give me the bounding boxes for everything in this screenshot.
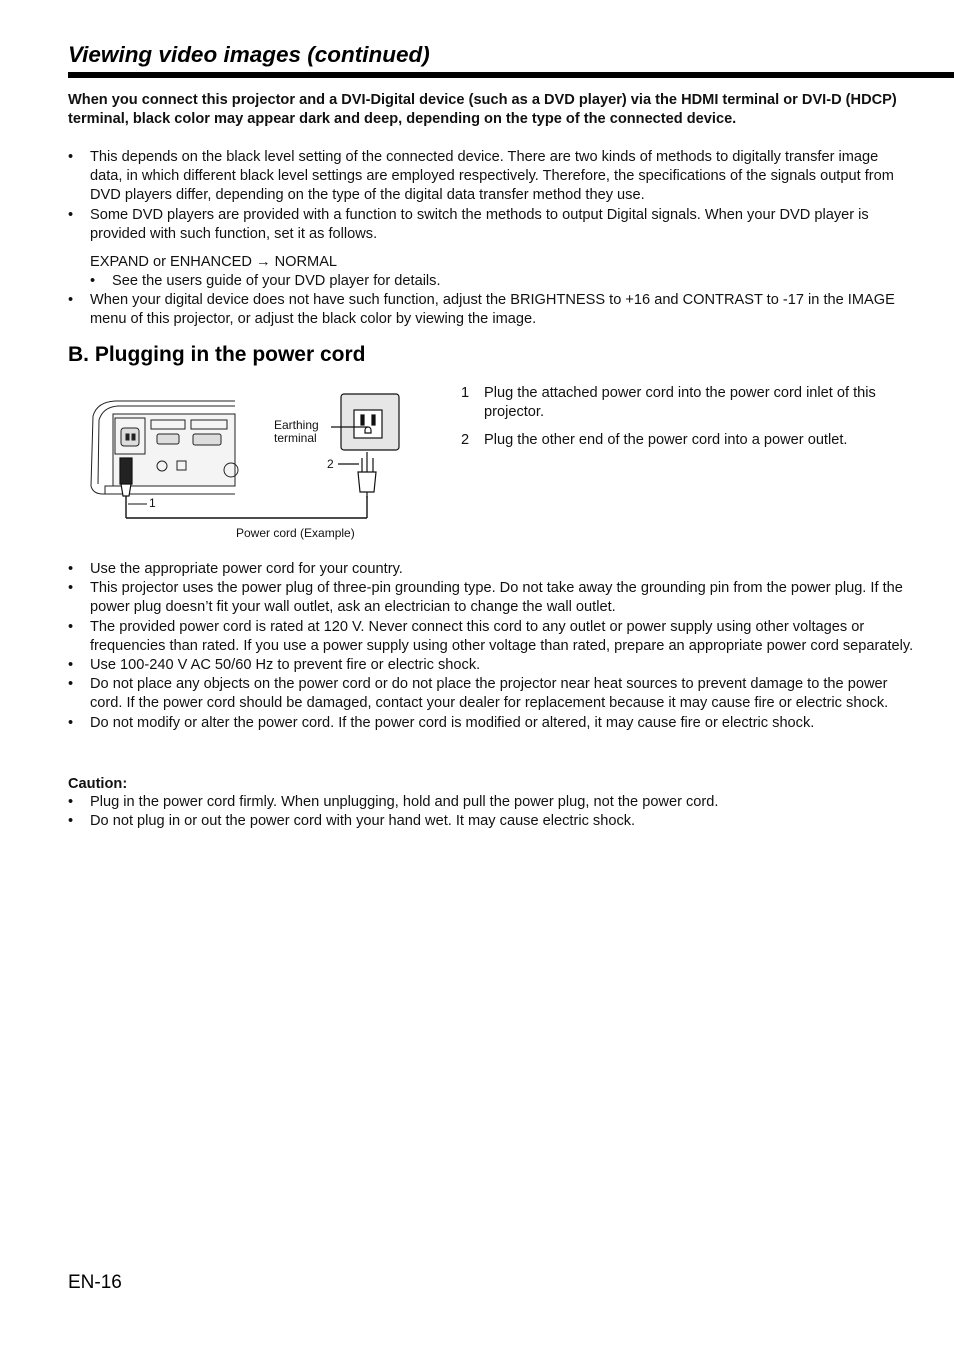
list-item: • Use 100-240 V AC 50/60 Hz to prevent fire or electric shock. [68,656,914,675]
callout-2: 2 [327,457,334,471]
list-item: • When your digital device does not have such function, adjust the BRIGHTNESS to +16 and CONTRAST to -17 in the IMAGE menu of this projector, or adjust the black color by viewing the image. [68,291,914,329]
list-item: • This projector uses the power plug of three-pin grounding type. Do not take away the grounding pin from the power plug. If the power plug doesn’t fit your wall outlet, ask an electrician to change the wall outlet. [68,579,914,617]
earthing-label: Earthing terminal [274,418,319,445]
callout-1: 1 [149,496,156,510]
step-text: Plug the other end of the power cord into a power outlet. [484,432,848,449]
list-item: • Do not place any objects on the power cord or do not place the projector near heat sources to prevent damage to the power cord. If the power cord should be damaged, contact your dealer for replacement because it may cause fire or electric shock. [68,675,914,713]
bullet-list-c [68,560,914,733]
list-item: • The provided power cord is rated at 120 V. Never connect this cord to any outlet or power supply using other voltages or frequencies than rated. If you use a power supply using other voltage than rated, prepare an appropriate power cord separately. [68,618,914,656]
caution-list [68,793,914,831]
step-item [461,384,911,422]
numbered-steps [461,384,911,460]
list-item: • Plug in the power cord firmly. When unplugging, hold and pull the power plug, not the power cord. [68,793,914,812]
step-text: Plug the attached power cord into the power cord inlet of this projector. [484,385,876,421]
section-heading: B. Plugging in the power cord [68,343,366,366]
figure-caption: Power cord (Example) [236,526,355,540]
list-item: • Some DVD players are provided with a function to switch the methods to output Digital signals. When your DVD player is provided with such function, set it as follows. [68,206,914,244]
sub-list-item: • See the users guide of your DVD player for details. [90,272,890,291]
step-number: 2 [461,432,470,449]
step-item [461,431,911,450]
wall-plug [338,452,376,498]
projector-outlet-diagram [85,366,435,546]
expand-line: EXPAND or ENHANCED → NORMAL [90,254,338,270]
expand-setting [90,253,890,291]
bullet-list-a [68,148,914,244]
page-number: EN-16 [68,1272,122,1293]
list-item: • This depends on the black level setting of the connected device. There are two kinds of methods to digitally transfer image data, in which different black level settings are employed respectively. Therefore, the specifications of the signals output from DVD players differ, depending on the type of the digital data transfer method they use. [68,148,914,206]
list-item: • Do not plug in or out the power cord with your hand wet. It may cause electric shock. [68,812,914,831]
projector-rear-panel [91,401,238,494]
step-number: 1 [461,385,470,401]
list-item: • Use the appropriate power cord for your country. [68,560,914,579]
caution-heading: Caution: [68,776,128,792]
intro-paragraph: When you connect this projector and a DVI-Digital device (such as a DVD player) via the HDMI terminal or DVI-D (HDCP) terminal, black color may appear dark and deep, depending on the type of the connected device. [68,92,897,127]
list-item: • Do not modify or alter the power cord. If the power cord is modified or altered, it may cause fire or electric shock. [68,714,914,733]
power-cord-figure [85,366,435,546]
wall-outlet [331,394,399,450]
title-rule [68,72,954,78]
page-title: Viewing video images (continued) [68,42,430,67]
bullet-list-b [68,291,914,329]
